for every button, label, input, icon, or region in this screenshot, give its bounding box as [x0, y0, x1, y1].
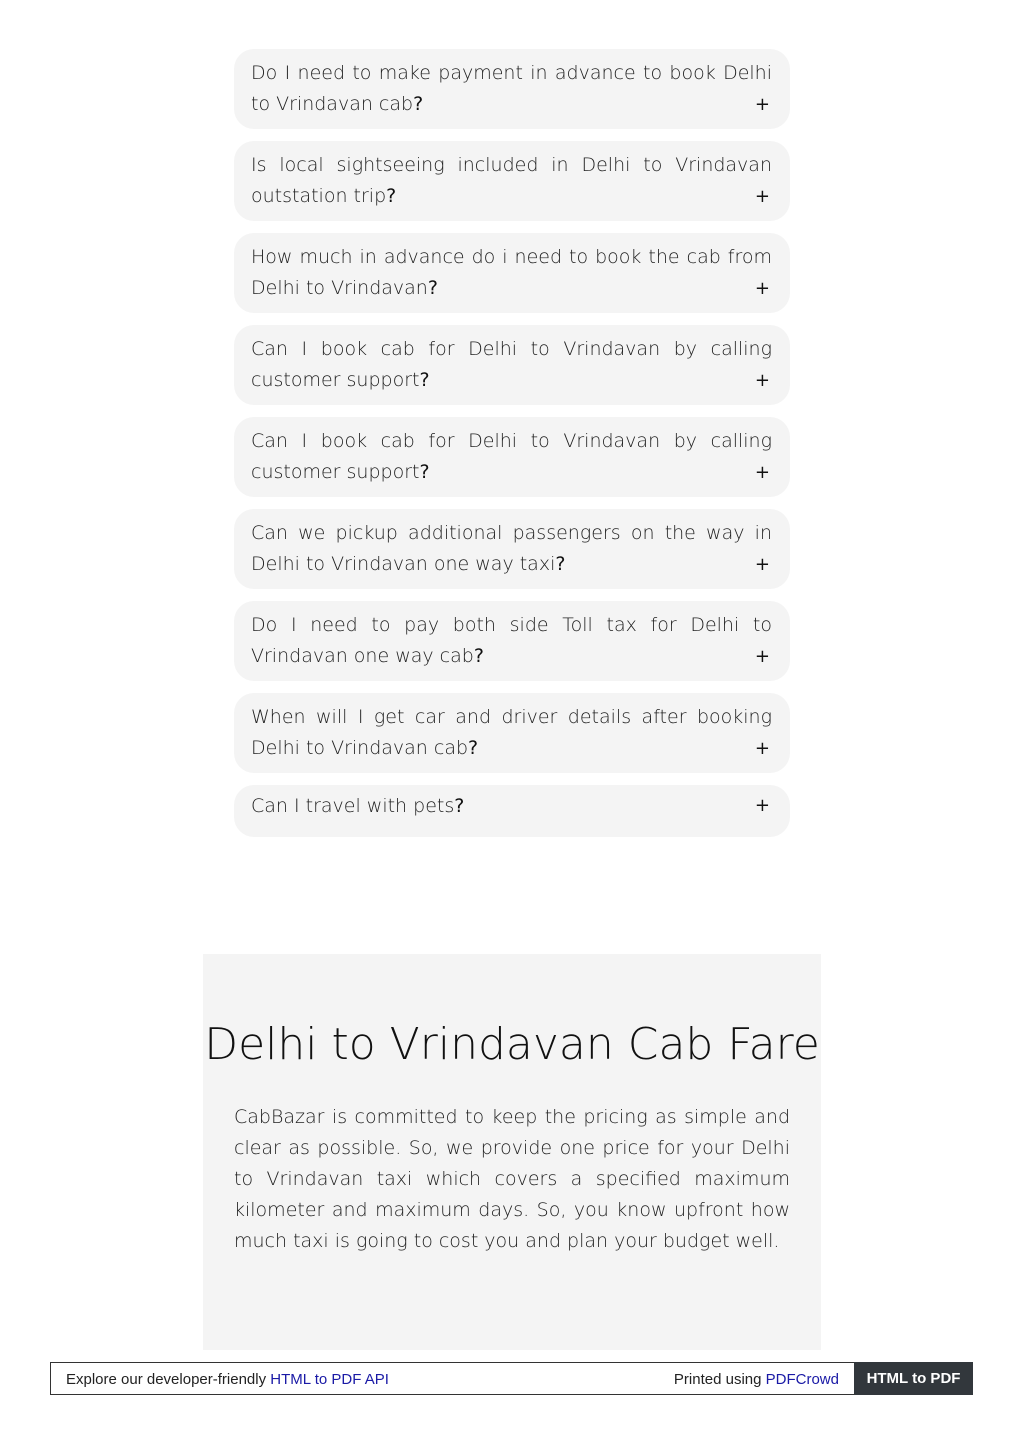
- pdfcrowd-link[interactable]: PDFCrowd: [765, 1371, 839, 1388]
- fare-section: [203, 954, 821, 1350]
- faq-item[interactable]: [234, 325, 790, 405]
- fare-description: CabBazar is committed to keep the pricing as simple and clear as possible. So, we provide one price for your Delhi to Vrindavan taxi which covers a specified maximum kilometer and maximum days. So, you know upfront how much taxi is going to cost you and plan your budget well.: [234, 1106, 790, 1252]
- expand-plus-icon[interactable]: +: [754, 278, 770, 299]
- faq-item[interactable]: [234, 417, 790, 497]
- pdfcrowd-footer: [50, 1362, 973, 1395]
- faq-item[interactable]: [234, 785, 790, 837]
- faq-item[interactable]: [234, 141, 790, 221]
- faq-list: [234, 49, 790, 849]
- html-to-pdf-api-link[interactable]: HTML to PDF API: [270, 1371, 389, 1388]
- faq-question: Can we pickup additional passengers on the way in Delhi to Vrindavan one way taxi?: [251, 522, 772, 575]
- expand-plus-icon[interactable]: +: [754, 738, 770, 759]
- faq-item[interactable]: [234, 509, 790, 589]
- faq-question: Do I need to pay both side Toll tax for Delhi to Vrindavan one way cab?: [251, 614, 772, 667]
- faq-item[interactable]: [234, 233, 790, 313]
- faq-item[interactable]: [234, 693, 790, 773]
- expand-plus-icon[interactable]: +: [754, 554, 770, 575]
- faq-question: When will I get car and driver details after booking Delhi to Vrindavan cab?: [251, 706, 772, 759]
- faq-question: Is local sightseeing included in Delhi to Vrindavan outstation trip?: [251, 154, 772, 207]
- faq-item[interactable]: [234, 601, 790, 681]
- faq-question: How much in advance do i need to book the cab from Delhi to Vrindavan?: [251, 246, 772, 299]
- footer-right: [674, 1371, 839, 1388]
- expand-plus-icon[interactable]: +: [754, 795, 770, 816]
- expand-plus-icon[interactable]: +: [754, 186, 770, 207]
- expand-plus-icon[interactable]: +: [754, 94, 770, 115]
- footer-right-text: Printed using: [673, 1371, 762, 1388]
- expand-plus-icon[interactable]: +: [754, 370, 770, 391]
- expand-plus-icon[interactable]: +: [754, 462, 770, 483]
- footer-left: [66, 1371, 389, 1388]
- footer-left-text: Explore our developer-friendly: [66, 1371, 267, 1388]
- expand-plus-icon[interactable]: +: [754, 646, 770, 667]
- faq-question: Do I need to make payment in advance to book Delhi to Vrindavan cab?: [251, 62, 772, 115]
- fare-title: Delhi to Vrindavan Cab Fare: [204, 1019, 820, 1070]
- faq-question: Can I book cab for Delhi to Vrindavan by calling customer support?: [251, 430, 772, 483]
- faq-question: Can I travel with pets?: [251, 795, 465, 817]
- faq-question: Can I book cab for Delhi to Vrindavan by calling customer support?: [251, 338, 772, 391]
- html-to-pdf-button[interactable]: HTML to PDF: [854, 1362, 973, 1395]
- faq-item[interactable]: [234, 49, 790, 129]
